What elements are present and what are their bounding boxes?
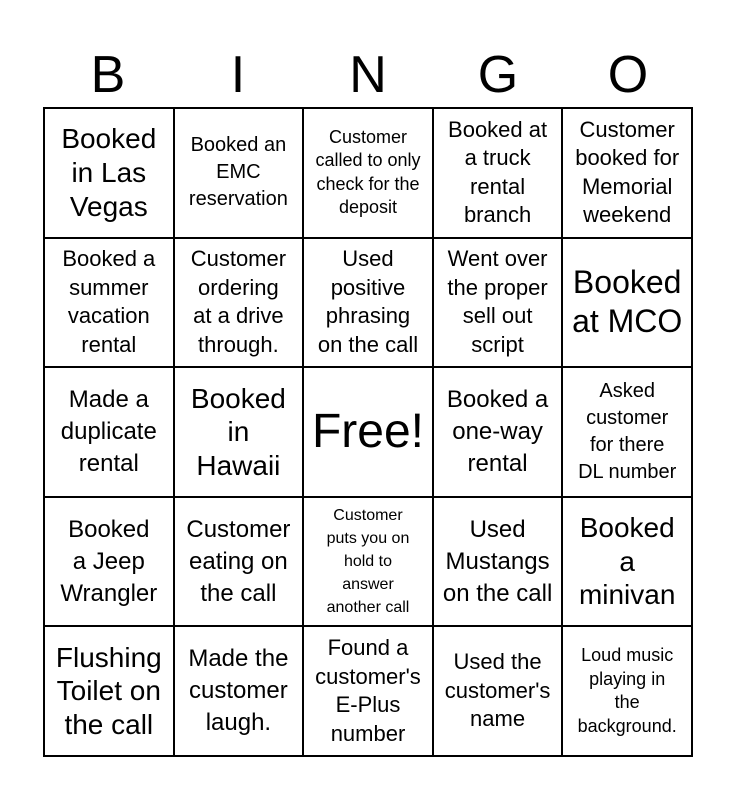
free-space-text: Free! <box>311 404 424 458</box>
free-space-cell[interactable] <box>303 367 433 497</box>
bingo-cell[interactable] <box>174 497 304 627</box>
bingo-cell[interactable] <box>174 626 304 756</box>
bingo-cell[interactable] <box>44 108 174 238</box>
board-row-4 <box>44 497 692 627</box>
bingo-cell[interactable] <box>433 626 563 756</box>
header-letter-i: I <box>230 46 246 104</box>
cell-text: Booked a Jeep Wrangler <box>60 515 158 607</box>
cell-text: Flushing Toilet on the call <box>55 641 162 740</box>
cell-text: Used positive phrasing on the call <box>317 246 419 357</box>
cell-text: Booked a minivan <box>578 512 676 611</box>
cell-text: Asked customer for there DL number <box>578 379 677 483</box>
bingo-cell[interactable] <box>562 626 692 756</box>
cell-text: Customer booked for Memorial weekend <box>575 116 680 228</box>
cell-text: Booked at a truck rental branch <box>448 116 548 228</box>
cell-text: Used the customer's name <box>444 649 551 732</box>
cell-text: Customer called to only check for the deposit <box>315 127 421 218</box>
bingo-cell[interactable] <box>44 238 174 368</box>
bingo-cell[interactable] <box>303 108 433 238</box>
cell-text: Used Mustangs on the call <box>442 515 553 607</box>
cell-text: Customer puts you on hold to answer another call <box>326 506 410 617</box>
cell-text: Booked a one-way rental <box>446 386 549 477</box>
bingo-cell[interactable] <box>44 367 174 497</box>
bingo-cell[interactable] <box>433 367 563 497</box>
cell-text: Loud music playing in the background. <box>577 645 677 736</box>
bingo-cell[interactable] <box>562 497 692 627</box>
header-letter-o: O <box>607 46 649 104</box>
header-letter-g: G <box>477 46 519 104</box>
board-row-2 <box>44 238 692 368</box>
bingo-cell[interactable] <box>44 626 174 756</box>
cell-text: Customer ordering at a drive through. <box>190 246 287 357</box>
board-row-5 <box>44 626 692 756</box>
board-row-1 <box>44 108 692 238</box>
cell-text: Went over the proper sell out script <box>447 246 548 357</box>
bingo-cell[interactable] <box>433 497 563 627</box>
bingo-cell[interactable] <box>562 238 692 368</box>
bingo-cell[interactable] <box>562 367 692 497</box>
cell-text: Booked an EMC reservation <box>188 134 288 211</box>
bingo-cell[interactable] <box>174 367 304 497</box>
cell-text: Booked in Las Vegas <box>61 123 157 222</box>
cell-text: Booked a summer vacation rental <box>62 246 156 357</box>
cell-text: Booked in Hawaii <box>190 382 286 481</box>
bingo-cell[interactable] <box>174 238 304 368</box>
bingo-cell[interactable] <box>433 108 563 238</box>
board-row-3 <box>44 367 692 497</box>
bingo-board <box>43 107 693 757</box>
header-letter-n: N <box>349 46 387 104</box>
bingo-cell[interactable] <box>303 238 433 368</box>
cell-text: Made the customer laugh. <box>188 645 289 737</box>
bingo-cell[interactable] <box>562 108 692 238</box>
bingo-cell[interactable] <box>433 238 563 368</box>
bingo-cell[interactable] <box>44 497 174 627</box>
bingo-cell[interactable] <box>303 497 433 627</box>
cell-text: Booked at MCO <box>572 264 683 340</box>
header-letter-b: B <box>90 46 126 104</box>
bingo-cell[interactable] <box>174 108 304 238</box>
cell-text: Customer eating on the call <box>186 515 291 607</box>
bingo-cell[interactable] <box>303 626 433 756</box>
cell-text: Found a customer's E-Plus number <box>315 635 421 746</box>
bingo-header <box>43 44 693 106</box>
cell-text: Made a duplicate rental <box>60 386 157 477</box>
